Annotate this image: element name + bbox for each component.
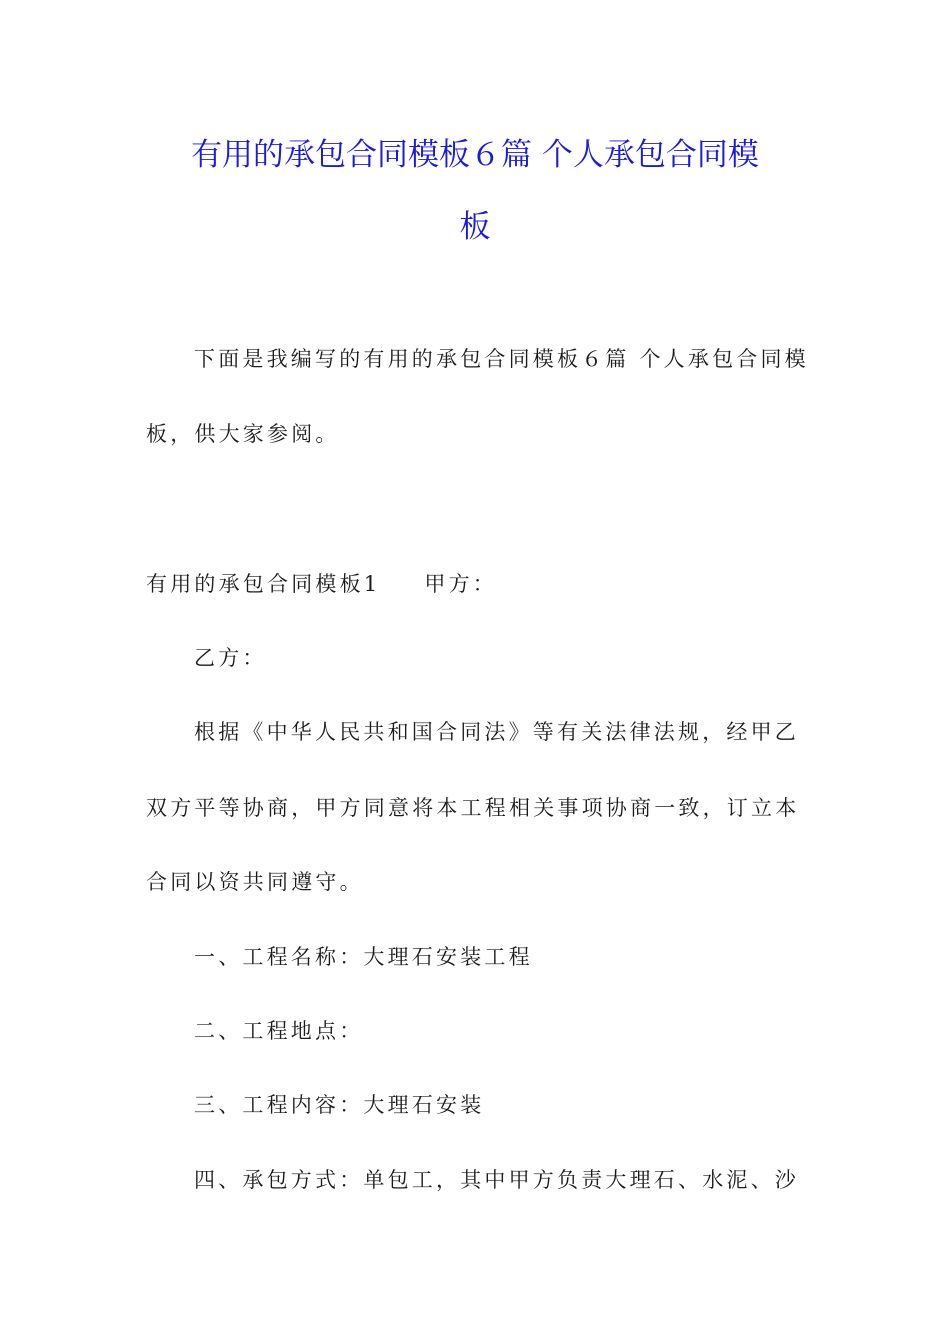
document-title-line-1: 有用的承包合同模板６篇 个人承包合同模 bbox=[191, 137, 759, 173]
basis-paragraph-line-3: 合同以资共同遵守。 bbox=[146, 870, 364, 894]
section-heading-row bbox=[146, 571, 497, 597]
clause-project-name: 一、工程名称：大理石安装工程 bbox=[194, 945, 533, 969]
party-a-label: 甲方： bbox=[424, 572, 497, 596]
clause-contract-method: 四、承包方式：单包工，其中甲方负责大理石、水泥、沙 bbox=[194, 1168, 799, 1192]
clause-project-content: 三、工程内容：大理石安装 bbox=[194, 1093, 485, 1117]
basis-paragraph-line-2: 双方平等协商，甲方同意将本工程相关事项协商一致，订立本 bbox=[146, 796, 800, 820]
section-heading: 有用的承包合同模板1 bbox=[146, 572, 381, 596]
party-b-label: 乙方： bbox=[194, 646, 267, 670]
intro-paragraph-line-2: 板，供大家参阅。 bbox=[146, 422, 340, 446]
basis-paragraph-line-1: 根据《中华人民共和国合同法》等有关法律法规，经甲乙 bbox=[194, 720, 799, 744]
intro-paragraph-line-1: 下面是我编写的有用的承包合同模板６篇 个人承包合同模 bbox=[194, 347, 809, 371]
document-title-line-2: 板 bbox=[459, 209, 491, 245]
clause-project-location: 二、工程地点： bbox=[194, 1019, 364, 1043]
